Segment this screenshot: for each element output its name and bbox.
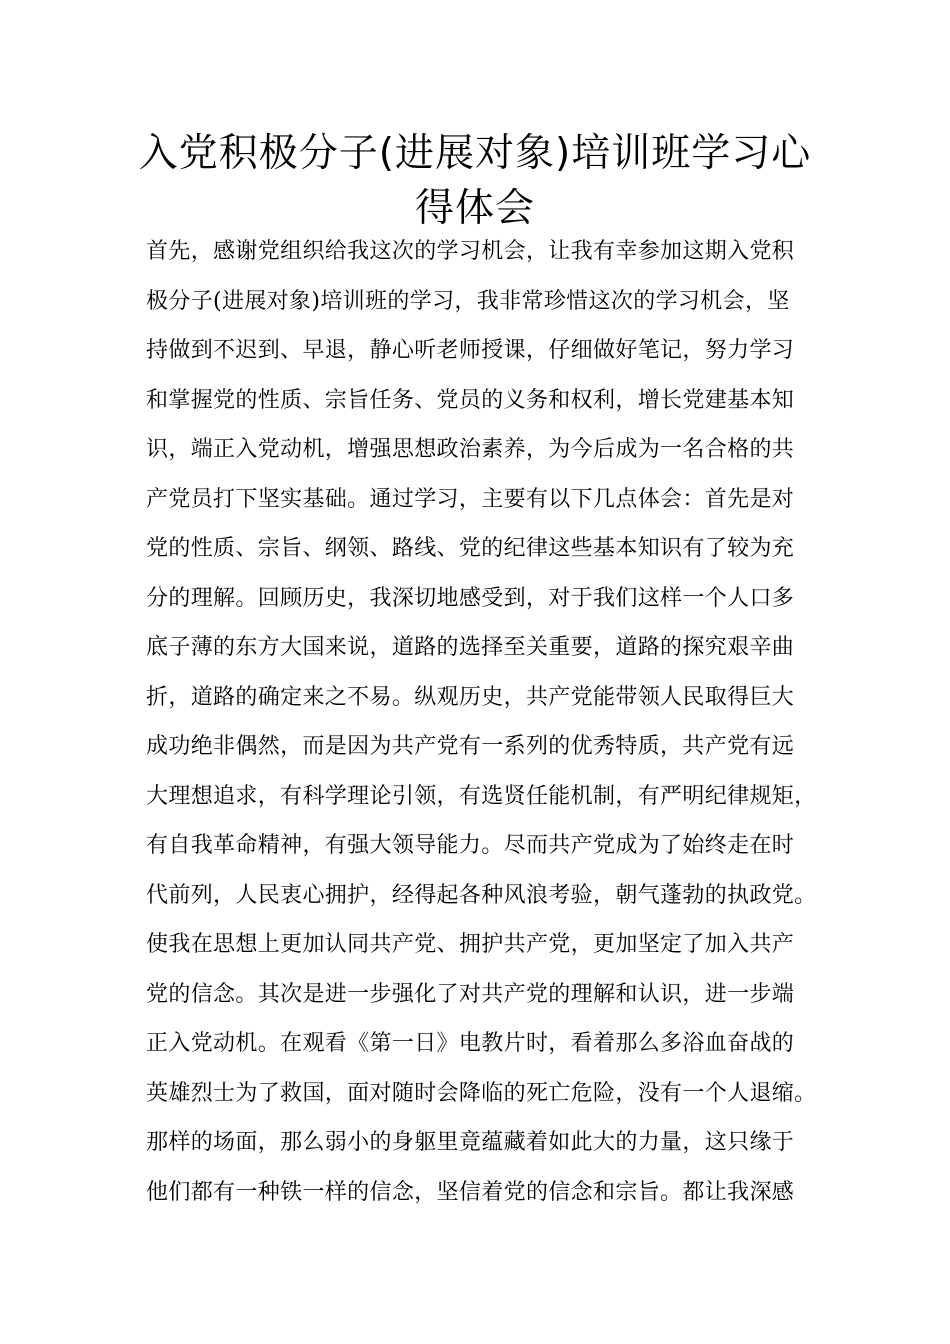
body-line: 底子薄的东方大国来说，道路的选择至关重要，道路的探究艰辛曲: [146, 635, 795, 660]
body-line: 首先，感谢党组织给我这次的学习机会，让我有幸参加这期入党积: [146, 239, 795, 264]
body-line: 分的理解。回顾历史，我深切地感受到，对于我们这样一个人口多: [146, 585, 795, 611]
body-line: 有自我革命精神，有强大领导能力。尽而共产党成为了始终走在时: [146, 833, 795, 858]
body-line: 他们都有一种铁一样的信念，坚信着党的信念和宗旨。都让我深感: [146, 1179, 795, 1205]
title-line-1: 入党积极分子(进展对象)培训班学习心: [138, 131, 812, 176]
body-line: 大理想追求，有科学理论引领，有选贤任能机制，有严明纪律规矩，: [146, 783, 817, 809]
body-line: 正入党动机。在观看《第一日》电教片时，看着那么多浴血奋战的: [146, 1031, 795, 1056]
body-line: 成功绝非偶然，而是因为共产党有一系列的优秀特质，共产党有远: [146, 734, 795, 759]
body-line: 党的信念。其次是进一步强化了对共产党的理解和认识，进一步端: [146, 981, 795, 1007]
body-line: 英雄烈士为了救国，面对随时会降临的死亡危险，没有一个人退缩。: [146, 1080, 817, 1106]
title-line-2: 得体会: [414, 186, 535, 231]
body-line: 产党员打下坚实基础。通过学习，主要有以下几点体会：首先是对: [146, 486, 795, 512]
body-line: 和掌握党的性质、宗旨任务、党员的义务和权利，增长党建基本知: [146, 387, 795, 413]
document-body: [146, 232, 826, 1222]
body-line: 识，端正入党动机，增强思想政治素养，为今后成为一名合格的共: [146, 437, 795, 462]
body-line: 代前列，人民衷心拥护，经得起各种风浪考验，朝气蓬勃的执政党。: [146, 882, 817, 908]
body-line: 使我在思想上更加认同共产党、拥护共产党，更加坚定了加入共产: [146, 932, 795, 957]
body-line: 极分子(进展对象)培训班的学习，我非常珍惜这次的学习机会，坚: [146, 288, 790, 314]
document-title: [120, 126, 830, 236]
body-line: 折，道路的确定来之不易。纵观历史，共产党能带领人民取得巨大: [146, 684, 795, 710]
body-line: 那样的场面，那么弱小的身躯里竟蕴藏着如此大的力量，这只缘于: [146, 1130, 795, 1155]
body-line: 持做到不迟到、早退，静心听老师授课，仔细做好笔记，努力学习: [146, 338, 795, 363]
body-line: 党的性质、宗旨、纲领、路线、党的纪律这些基本知识有了较为充: [146, 536, 795, 561]
